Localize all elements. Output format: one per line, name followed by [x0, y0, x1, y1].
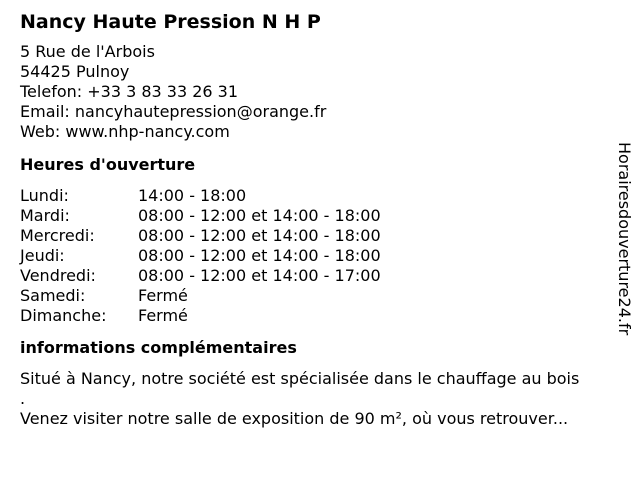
hours-row-tuesday [20, 206, 620, 226]
opening-hours-table [20, 186, 620, 326]
email-address: Email: nancyhautepression@orange.fr [20, 102, 327, 121]
hours-day: Mardi: [20, 206, 70, 225]
phone-number: Telefon: +33 3 83 33 26 31 [20, 82, 239, 101]
hours-time: Fermé [138, 306, 188, 325]
hours-row-saturday [20, 286, 620, 306]
hours-day: Mercredi: [20, 226, 95, 245]
hours-time: 08:00 - 12:00 et 14:00 - 18:00 [138, 246, 381, 265]
hours-row-wednesday [20, 226, 620, 246]
hours-day: Samedi: [20, 286, 86, 305]
website-address: Web: www.nhp-nancy.com [20, 122, 230, 141]
additional-info-heading: informations complémentaires [20, 338, 297, 357]
hours-row-monday [20, 186, 620, 206]
hours-day: Jeudi: [20, 246, 65, 265]
hours-day: Vendredi: [20, 266, 96, 285]
hours-time: Fermé [138, 286, 188, 305]
business-name: Nancy Haute Pression N H P [20, 11, 321, 33]
hours-row-thursday [20, 246, 620, 266]
site-watermark [612, 134, 636, 344]
hours-time: 08:00 - 12:00 et 14:00 - 17:00 [138, 266, 381, 285]
address-street: 5 Rue de l'Arbois [20, 42, 155, 61]
hours-row-friday [20, 266, 620, 286]
additional-info-text: Situé à Nancy, notre société est spécialisée dans le chauffage au bois . Venez visiter notre salle de exposition de 90 m², où vous retrouver... [20, 369, 580, 428]
hours-time: 08:00 - 12:00 et 14:00 - 18:00 [138, 226, 381, 245]
address-city: 54425 Pulnoy [20, 62, 130, 81]
hours-time: 08:00 - 12:00 et 14:00 - 18:00 [138, 206, 381, 225]
opening-hours-heading: Heures d'ouverture [20, 155, 196, 174]
hours-day: Lundi: [20, 186, 69, 205]
site-watermark-text: Horairesdouverture24.fr [615, 142, 634, 336]
hours-time: 14:00 - 18:00 [138, 186, 247, 205]
business-card [20, 10, 620, 429]
hours-day: Dimanche: [20, 306, 107, 325]
hours-row-sunday [20, 306, 620, 326]
